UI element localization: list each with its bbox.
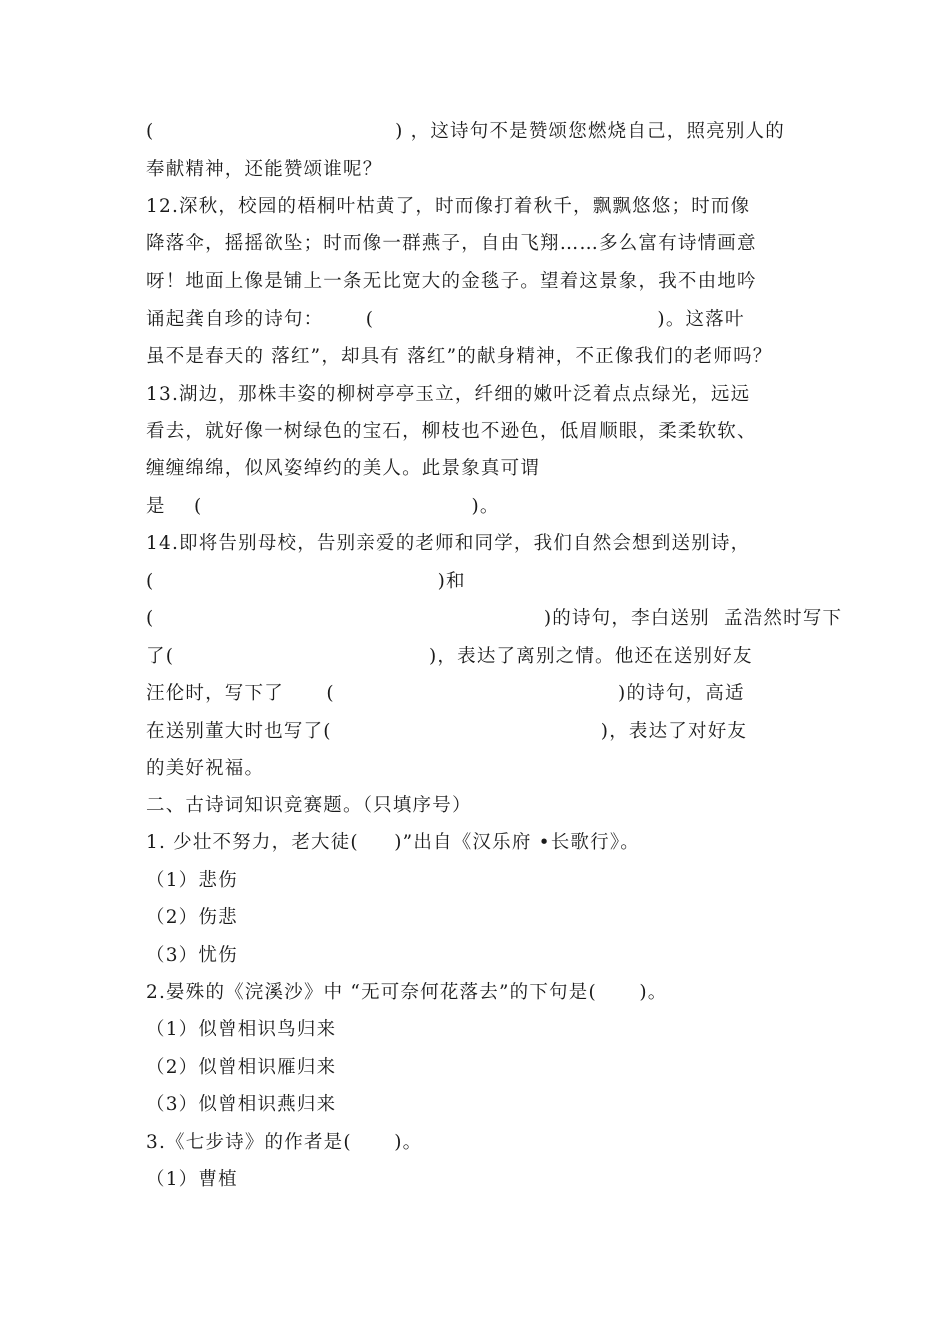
question-3: 3.《七步诗》的作者是( )。 [146,1132,423,1153]
question-2: 2.晏殊的《浣溪沙》中 “无可奈何花落去”的下句是( )。 [146,982,668,1003]
option-line: （3）似曾相识燕归来 [146,1094,337,1115]
text-line: 降落伞，摇摇欲坠；时而像一群燕子，自由飞翔……多么富有诗情画意 [146,233,757,254]
option-line: （1）曹植 [146,1169,238,1190]
text-line: 奉献精神，还能赞颂谁呢？ [146,159,383,180]
option-line: （3）忧伤 [146,945,238,966]
text-line: 了( )，表达了离别之情。他还在送别好友 [146,646,753,667]
text-line: 14.即将告别母校，告别亲爱的老师和同学，我们自然会想到送别诗， [146,533,751,554]
option-line: （1）悲伤 [146,870,238,891]
text-line: 在送别董大时也写了( )，表达了对好友 [146,721,748,742]
text-line: 13.湖边，那株丰姿的柳树亭亭玉立，纤细的嫩叶泛着点点绿光，远远 [146,384,751,405]
text-line: 是 ( )。 [146,496,500,517]
text-line: ( )的诗句，李白送别 孟浩然时写下 [146,608,843,629]
text-line: 的美好祝福。 [146,758,265,779]
text-line: 虽不是春天的 落红”，却具有 落红”的献身精神，不正像我们的老师吗？ [146,346,773,367]
option-line: （2）似曾相识雁归来 [146,1057,337,1078]
text-line: 缠缠绵绵，似风姿绰约的美人。此景象真可谓 [146,458,541,479]
option-line: （1）似曾相识鸟归来 [146,1019,337,1040]
text-line: 呀！地面上像是铺上一条无比宽大的金毯子。望着这景象，我不由地吟 [146,271,757,292]
text-line: 汪伦时，写下了 ( )的诗句，高适 [146,683,745,704]
text-line: ( ) ，这诗句不是赞颂您燃烧自己，照亮别人的 [146,121,785,142]
text-line: ( )和 [146,571,466,592]
option-line: （2）伤悲 [146,907,238,928]
question-1: 1. 少壮不努力，老大徒( )”出自《汉乐府 •长歌行》。 [146,832,640,853]
section-heading: 二、古诗词知识竞赛题。（只填序号） [146,795,472,816]
text-line: 看去，就好像一树绿色的宝石，柳枝也不逊色，低眉顺眼，柔柔软软、 [146,421,757,442]
text-line: 12.深秋，校园的梧桐叶枯黄了，时而像打着秋千，飘飘悠悠；时而像 [146,196,751,217]
text-line: 诵起龚自珍的诗句： ( )。这落叶 [146,309,745,330]
